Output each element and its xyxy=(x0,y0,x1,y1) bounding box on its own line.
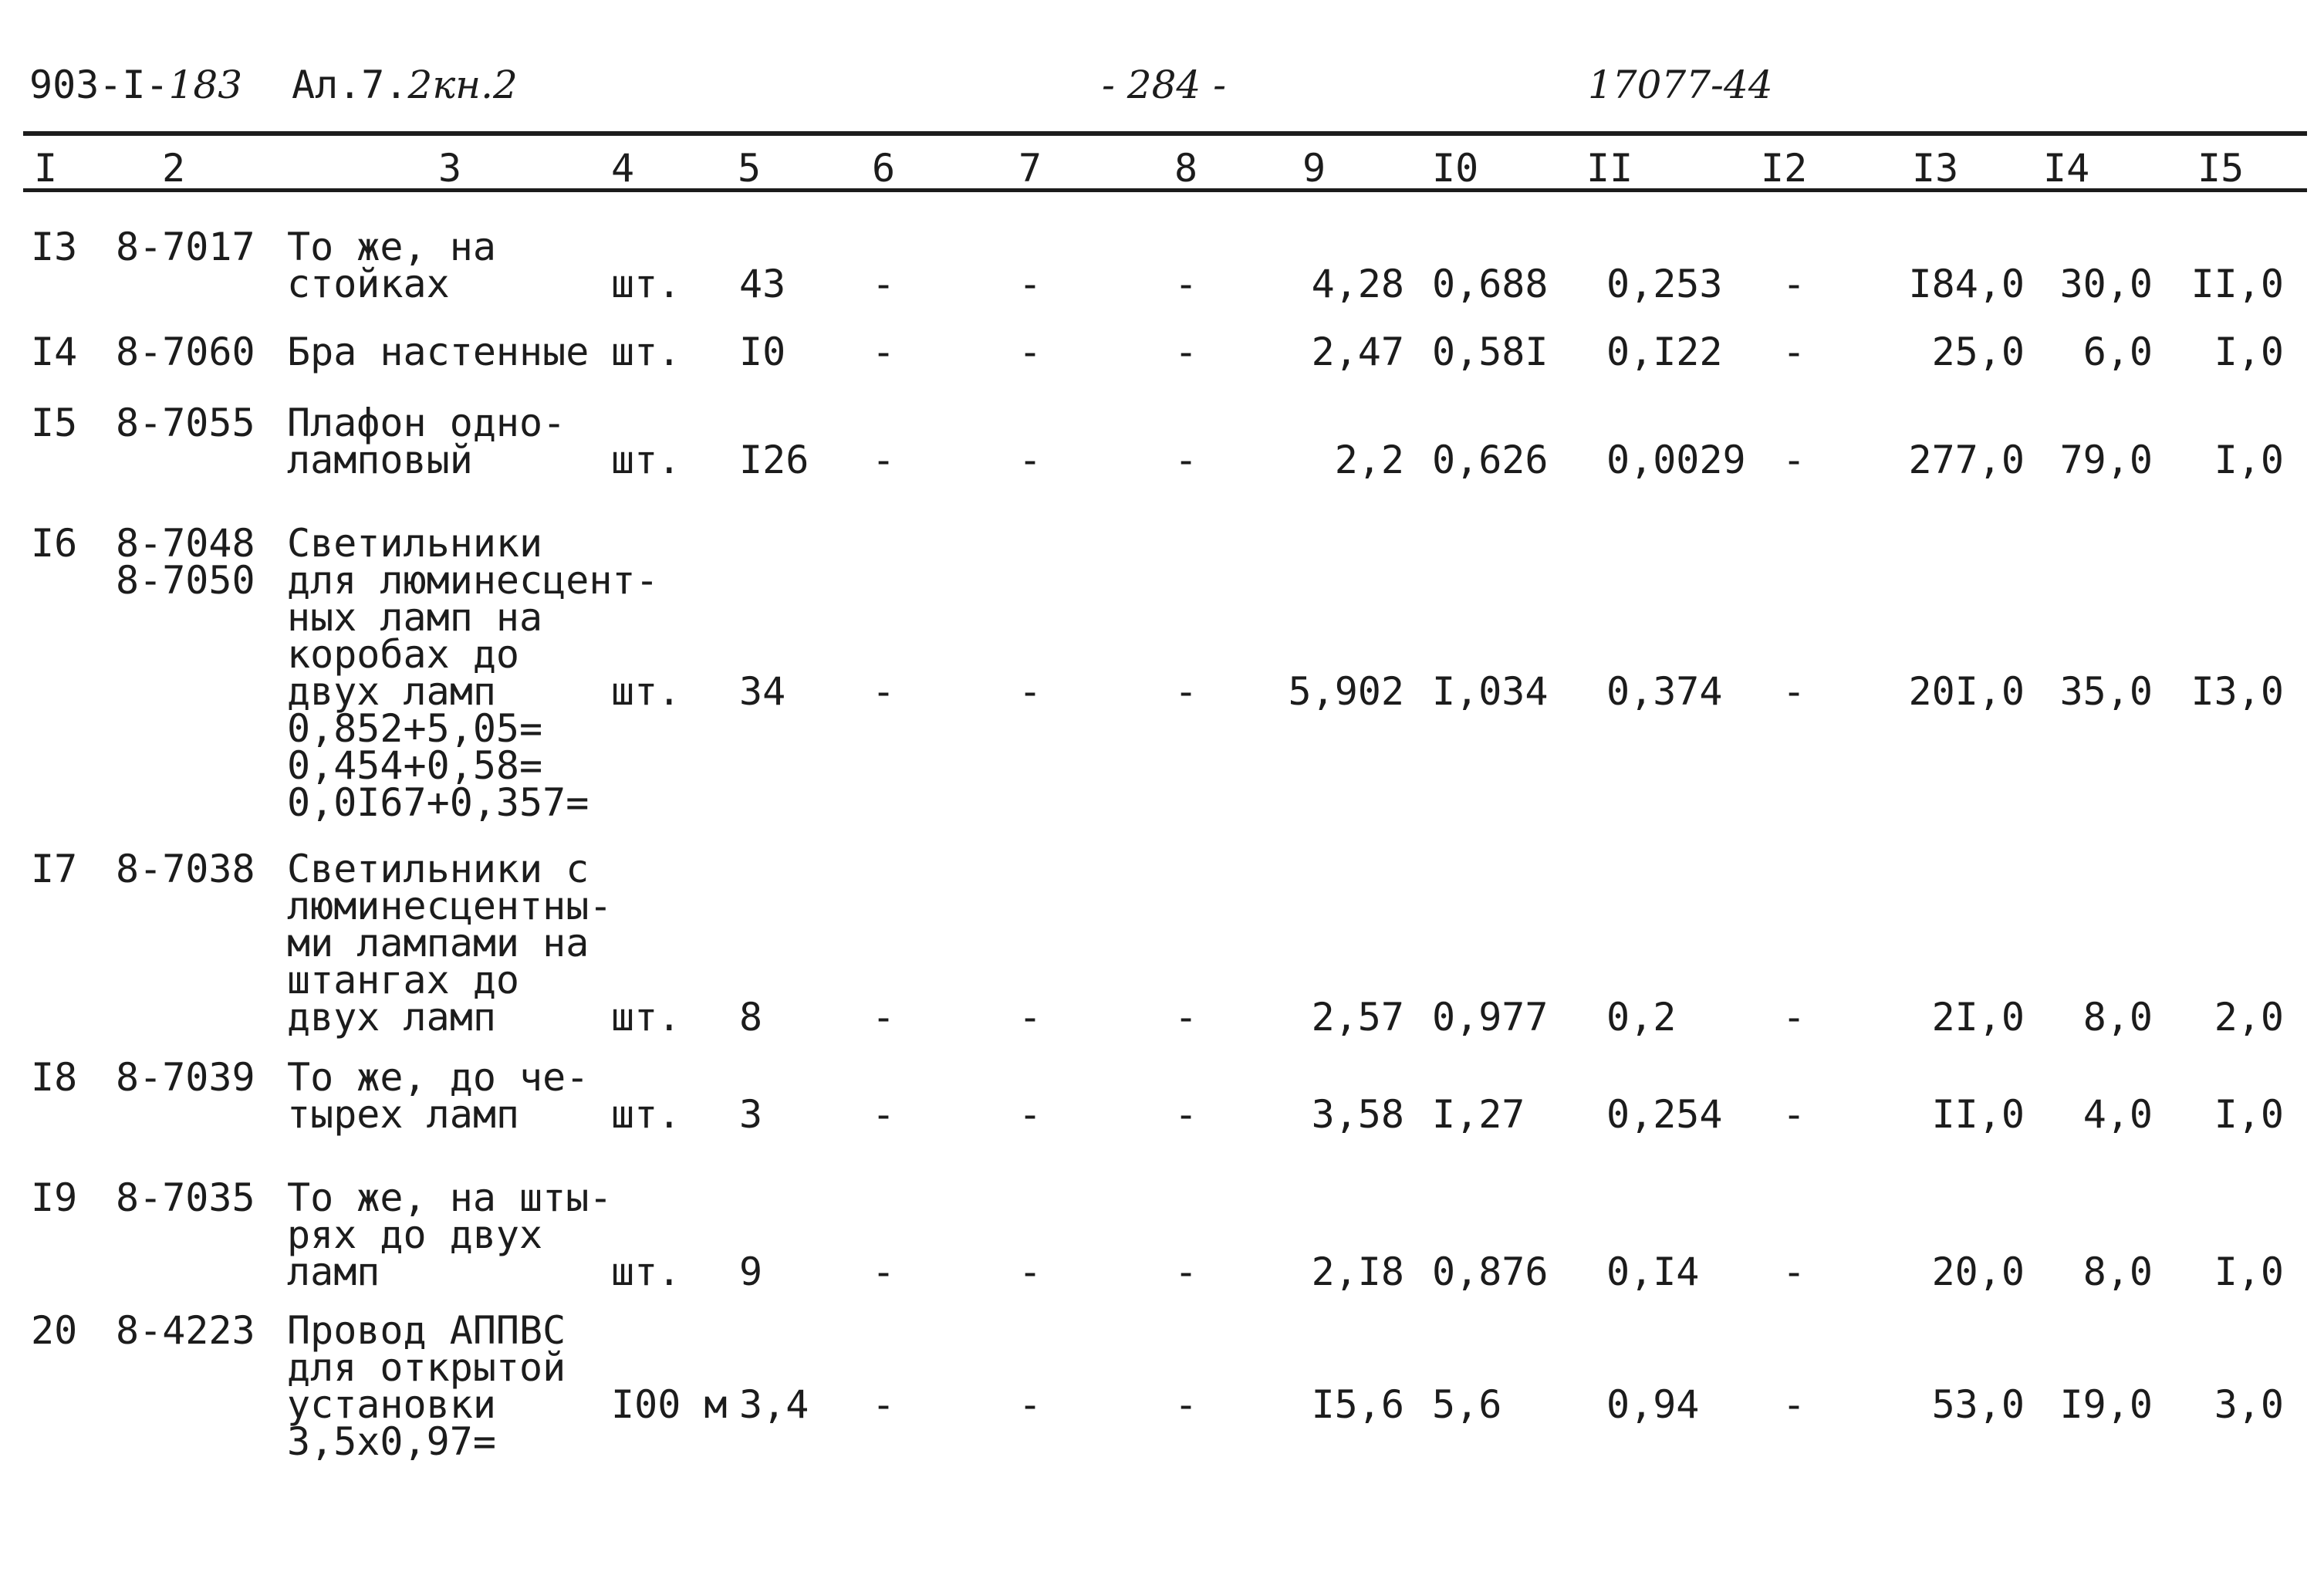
column-12-value: - xyxy=(1782,1249,1806,1294)
unit: шт. xyxy=(611,995,681,1040)
price-code: 8-7039 xyxy=(116,1055,255,1100)
album-reference-printed: Ал.7. xyxy=(292,63,408,107)
column-number: 3 xyxy=(438,146,462,191)
album-reference xyxy=(292,62,518,108)
column-13-value: 277,0 xyxy=(1908,438,2025,482)
column-15-value: 3,0 xyxy=(2214,1382,2284,1427)
column-6-value: - xyxy=(871,1382,896,1427)
work-description: Светильники с люминесцентны- ми лампами на штангах до двух ламп xyxy=(287,847,613,1040)
column-12-value: - xyxy=(1782,669,1806,714)
column-9-value: 2,2 xyxy=(1334,438,1404,482)
column-12-value: - xyxy=(1782,1382,1806,1427)
item-number: I6 xyxy=(31,521,78,566)
column-9-value: 3,58 xyxy=(1311,1092,1404,1137)
quantity: I26 xyxy=(739,438,809,482)
item-number: I8 xyxy=(31,1055,78,1100)
column-13-value: II,0 xyxy=(1931,1092,2025,1137)
quantity: 43 xyxy=(739,262,786,306)
column-14-value: 8,0 xyxy=(2082,1249,2153,1294)
unit: шт. xyxy=(611,1092,681,1137)
column-7-value: - xyxy=(1018,1092,1042,1137)
item-number: I7 xyxy=(31,847,78,891)
price-code: 8-7035 xyxy=(116,1175,255,1220)
column-number: 6 xyxy=(872,146,896,191)
unit: шт. xyxy=(611,438,681,482)
column-10-value: 0,688 xyxy=(1432,262,1549,306)
column-11-value: 0,2 xyxy=(1606,995,1677,1040)
header-rule-bottom xyxy=(23,188,2307,192)
column-number: 7 xyxy=(1018,146,1042,191)
column-12-value: - xyxy=(1782,438,1806,482)
column-11-value: 0,0029 xyxy=(1606,438,1746,482)
unit: шт. xyxy=(611,669,681,714)
column-13-value: 25,0 xyxy=(1931,330,2025,374)
column-14-value: 35,0 xyxy=(2059,669,2153,714)
column-number: 4 xyxy=(611,146,635,191)
column-number: 8 xyxy=(1174,146,1198,191)
column-7-value: - xyxy=(1018,1249,1042,1294)
column-8-value: - xyxy=(1174,1092,1198,1137)
project-number xyxy=(29,62,242,108)
column-14-value: 4,0 xyxy=(2082,1092,2153,1137)
column-6-value: - xyxy=(871,438,896,482)
column-6-value: - xyxy=(871,330,896,374)
column-13-value: I84,0 xyxy=(1908,262,2025,306)
item-number: I9 xyxy=(31,1175,78,1220)
column-7-value: - xyxy=(1018,438,1042,482)
work-description: Светильники для люминесцент- ных ламп на коробах до двух ламп 0,852+5,05= 0,454+0,58= 0,0I67+0,357= xyxy=(287,521,659,825)
quantity: 9 xyxy=(739,1249,763,1294)
item-number: 20 xyxy=(31,1308,78,1353)
column-8-value: - xyxy=(1174,669,1198,714)
column-number: 2 xyxy=(162,146,186,191)
album-reference-handwritten: 2кн.2 xyxy=(407,63,518,107)
column-10-value: 0,977 xyxy=(1432,995,1549,1040)
unit: I00 м xyxy=(611,1382,728,1427)
column-6-value: - xyxy=(871,995,896,1040)
column-12-value: - xyxy=(1782,1092,1806,1137)
price-code: 8-7055 xyxy=(116,401,255,445)
column-7-value: - xyxy=(1018,669,1042,714)
column-11-value: 0,94 xyxy=(1606,1382,1700,1427)
column-number: I3 xyxy=(1912,146,1959,191)
work-description: Бра настенные xyxy=(287,330,589,374)
column-10-value: I,034 xyxy=(1432,669,1549,714)
column-number: I5 xyxy=(2197,146,2245,191)
column-11-value: 0,374 xyxy=(1606,669,1723,714)
column-13-value: 20I,0 xyxy=(1908,669,2025,714)
column-9-value: 2,47 xyxy=(1311,330,1404,374)
unit: шт. xyxy=(611,262,681,306)
unit: шт. xyxy=(611,330,681,374)
column-6-value: - xyxy=(871,1249,896,1294)
quantity: 3,4 xyxy=(739,1382,809,1427)
column-7-value: - xyxy=(1018,1382,1042,1427)
column-number: II xyxy=(1586,146,1633,191)
column-10-value: 0,58I xyxy=(1432,330,1549,374)
column-11-value: 0,I22 xyxy=(1606,330,1723,374)
column-8-value: - xyxy=(1174,1382,1198,1427)
quantity: 3 xyxy=(739,1092,763,1137)
project-number-printed: 903-I- xyxy=(29,63,169,107)
column-number: I2 xyxy=(1761,146,1808,191)
price-code: 8-7060 xyxy=(116,330,255,374)
work-description: То же, до че- тырех ламп xyxy=(287,1055,589,1137)
price-code: 8-7048 8-7050 xyxy=(116,521,255,603)
column-7-value: - xyxy=(1018,995,1042,1040)
column-13-value: 20,0 xyxy=(1931,1249,2025,1294)
column-7-value: - xyxy=(1018,262,1042,306)
column-14-value: 79,0 xyxy=(2059,438,2153,482)
column-number: I0 xyxy=(1432,146,1479,191)
item-number: I4 xyxy=(31,330,78,374)
column-6-value: - xyxy=(871,669,896,714)
column-13-value: 2I,0 xyxy=(1931,995,2025,1040)
column-11-value: 0,254 xyxy=(1606,1092,1723,1137)
unit: шт. xyxy=(611,1249,681,1294)
column-12-value: - xyxy=(1782,995,1806,1040)
column-13-value: 53,0 xyxy=(1931,1382,2025,1427)
column-14-value: 6,0 xyxy=(2082,330,2153,374)
column-14-value: I9,0 xyxy=(2059,1382,2153,1427)
column-15-value: I,0 xyxy=(2214,1249,2284,1294)
price-code: 8-7038 xyxy=(116,847,255,891)
item-number: I3 xyxy=(31,225,78,269)
column-10-value: I,27 xyxy=(1432,1092,1525,1137)
header-rule-top xyxy=(23,131,2307,136)
column-6-value: - xyxy=(871,1092,896,1137)
column-number: 9 xyxy=(1302,146,1326,191)
column-number: I4 xyxy=(2043,146,2090,191)
item-number: I5 xyxy=(31,401,78,445)
column-9-value: 4,28 xyxy=(1311,262,1404,306)
column-12-value: - xyxy=(1782,262,1806,306)
column-8-value: - xyxy=(1174,995,1198,1040)
column-10-value: 0,876 xyxy=(1432,1249,1549,1294)
quantity: 34 xyxy=(739,669,786,714)
column-11-value: 0,253 xyxy=(1606,262,1723,306)
column-15-value: I,0 xyxy=(2214,330,2284,374)
column-14-value: 8,0 xyxy=(2082,995,2153,1040)
column-10-value: 5,6 xyxy=(1432,1382,1502,1427)
column-15-value: I3,0 xyxy=(2191,669,2284,714)
work-description: Плафон одно- ламповый xyxy=(287,401,566,482)
column-number: 5 xyxy=(738,146,762,191)
column-9-value: 2,I8 xyxy=(1311,1249,1404,1294)
work-description: Провод АППВС для открытой установки 3,5х0,97= xyxy=(287,1308,566,1464)
column-15-value: I,0 xyxy=(2214,1092,2284,1137)
column-9-value: 2,57 xyxy=(1311,995,1404,1040)
quantity: I0 xyxy=(739,330,786,374)
column-7-value: - xyxy=(1018,330,1042,374)
column-11-value: 0,I4 xyxy=(1606,1249,1700,1294)
project-number-handwritten: 183 xyxy=(168,63,243,107)
column-15-value: I,0 xyxy=(2214,438,2284,482)
column-6-value: - xyxy=(871,262,896,306)
column-15-value: 2,0 xyxy=(2214,995,2284,1040)
document-number: 17077-44 xyxy=(1588,63,1773,107)
work-description: То же, на шты- рях до двух ламп xyxy=(287,1175,613,1294)
column-8-value: - xyxy=(1174,1249,1198,1294)
work-description: То же, на стойках xyxy=(287,225,496,306)
column-14-value: 30,0 xyxy=(2059,262,2153,306)
price-code: 8-4223 xyxy=(116,1308,255,1353)
price-code: 8-7017 xyxy=(116,225,255,269)
column-12-value: - xyxy=(1782,330,1806,374)
quantity: 8 xyxy=(739,995,763,1040)
column-8-value: - xyxy=(1174,330,1198,374)
page-number: - 284 - xyxy=(1102,63,1227,107)
column-10-value: 0,626 xyxy=(1432,438,1549,482)
column-8-value: - xyxy=(1174,438,1198,482)
column-number: I xyxy=(34,146,58,191)
column-8-value: - xyxy=(1174,262,1198,306)
column-15-value: II,0 xyxy=(2191,262,2284,306)
column-9-value: 5,902 xyxy=(1288,669,1404,714)
column-9-value: I5,6 xyxy=(1311,1382,1404,1427)
